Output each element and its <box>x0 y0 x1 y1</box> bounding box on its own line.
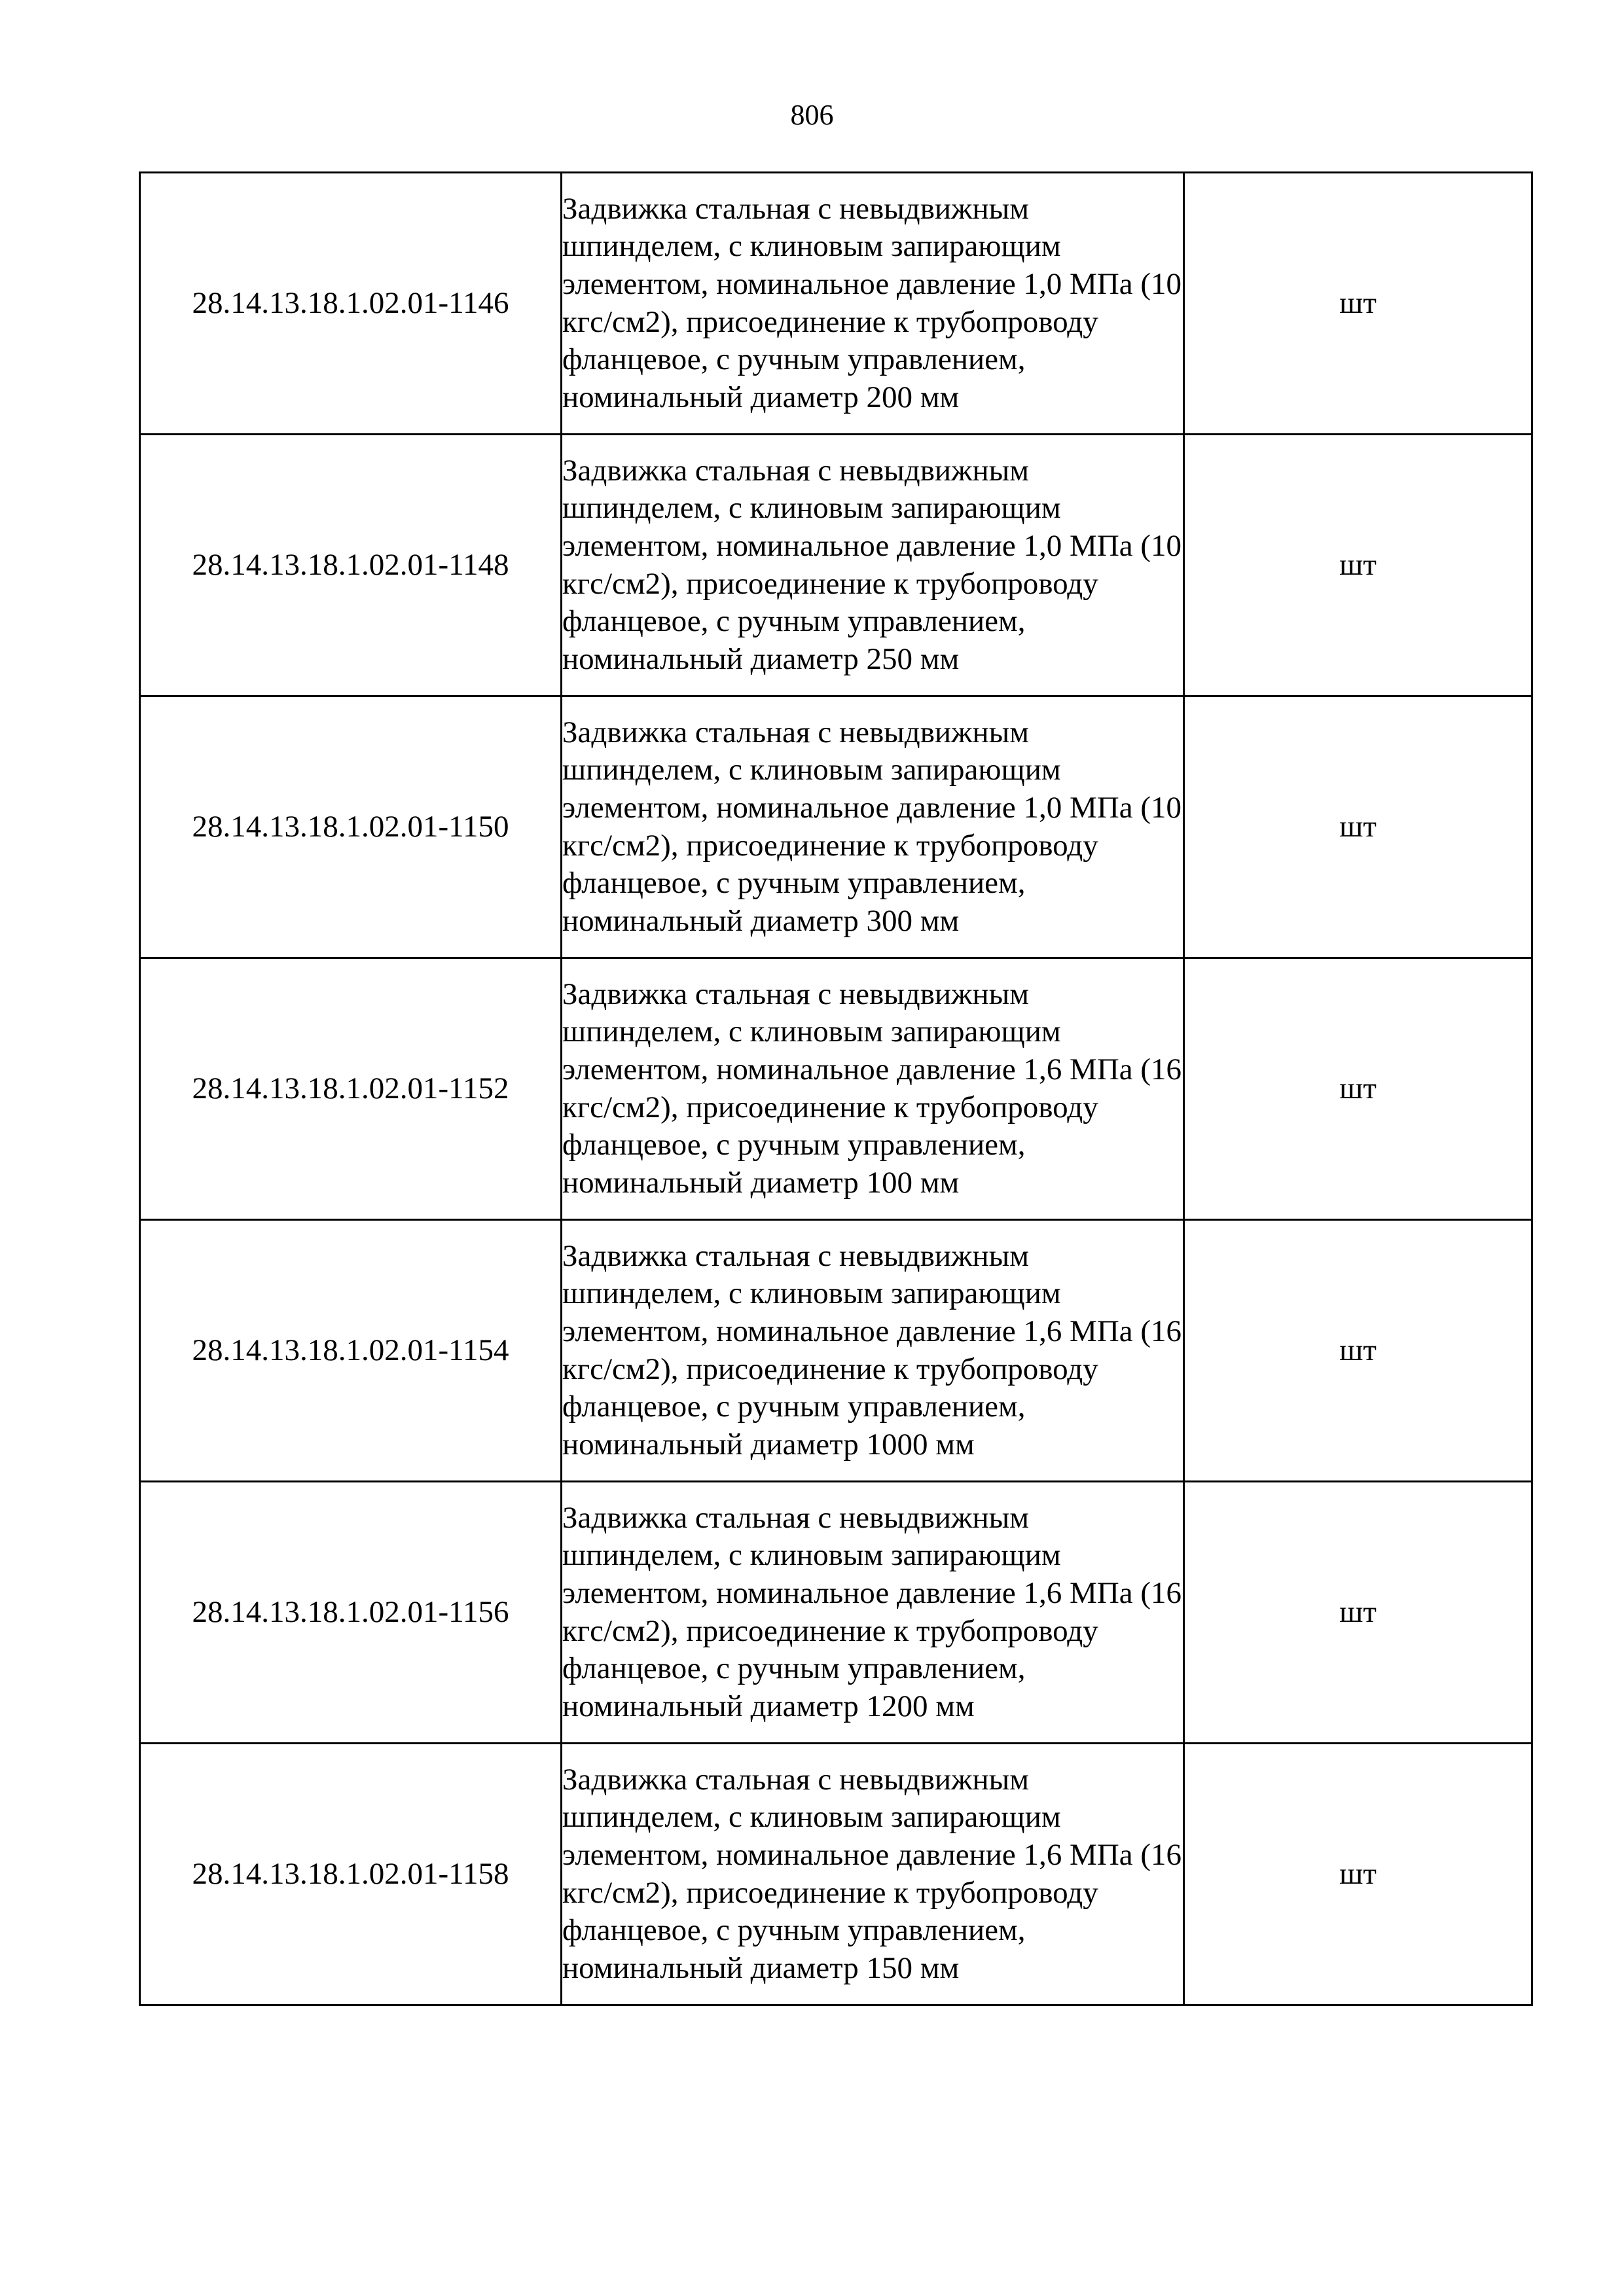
resource-code-cell: 28.14.13.18.1.02.01-1154 <box>140 1220 562 1482</box>
unit-cell: шт <box>1184 1744 1532 2005</box>
unit-cell: шт <box>1184 1220 1532 1482</box>
page-number: 806 <box>790 99 834 131</box>
resource-name-cell: Задвижка стальная с невыдвижным шпинделем, с клиновым запирающим элементом, номинальное давление 1,6 МПа (16 кгс/см2), присоединение к трубопроводу фланцевое, с ручным управлением, номинальный диаметр 1000 мм <box>562 1220 1184 1482</box>
unit-cell: шт <box>1184 958 1532 1220</box>
table-row <box>140 1220 1532 1482</box>
resource-name-cell: Задвижка стальная с невыдвижным шпинделем, с клиновым запирающим элементом, номинальное давление 1,6 МПа (16 кгс/см2), присоединение к трубопроводу фланцевое, с ручным управлением, номинальный диаметр 150 мм <box>562 1744 1184 2005</box>
unit-cell: шт <box>1184 173 1532 435</box>
table-row <box>140 958 1532 1220</box>
table-row <box>140 696 1532 958</box>
resource-code-cell: 28.14.13.18.1.02.01-1158 <box>140 1744 562 2005</box>
unit-cell: шт <box>1184 696 1532 958</box>
resource-code-cell: 28.14.13.18.1.02.01-1152 <box>140 958 562 1220</box>
resource-name-cell: Задвижка стальная с невыдвижным шпинделем, с клиновым запирающим элементом, номинальное давление 1,6 МПа (16 кгс/см2), присоединение к трубопроводу фланцевое, с ручным управлением, номинальный диаметр 100 мм <box>562 958 1184 1220</box>
table-row <box>140 1744 1532 2005</box>
table-row <box>140 173 1532 435</box>
resource-code-cell: 28.14.13.18.1.02.01-1146 <box>140 173 562 435</box>
resource-name-cell: Задвижка стальная с невыдвижным шпинделем, с клиновым запирающим элементом, номинальное давление 1,0 МПа (10 кгс/см2), присоединение к трубопроводу фланцевое, с ручным управлением, номинальный диаметр 200 мм <box>562 173 1184 435</box>
resource-classifier-table <box>139 171 1533 2006</box>
unit-cell: шт <box>1184 435 1532 696</box>
table-row <box>140 1482 1532 1744</box>
resource-name-cell: Задвижка стальная с невыдвижным шпинделем, с клиновым запирающим элементом, номинальное давление 1,0 МПа (10 кгс/см2), присоединение к трубопроводу фланцевое, с ручным управлением, номинальный диаметр 300 мм <box>562 696 1184 958</box>
table-row <box>140 435 1532 696</box>
resource-code-cell: 28.14.13.18.1.02.01-1156 <box>140 1482 562 1744</box>
unit-cell: шт <box>1184 1482 1532 1744</box>
resource-name-cell: Задвижка стальная с невыдвижным шпинделем, с клиновым запирающим элементом, номинальное давление 1,0 МПа (10 кгс/см2), присоединение к трубопроводу фланцевое, с ручным управлением, номинальный диаметр 250 мм <box>562 435 1184 696</box>
resource-code-cell: 28.14.13.18.1.02.01-1148 <box>140 435 562 696</box>
resource-name-cell: Задвижка стальная с невыдвижным шпинделем, с клиновым запирающим элементом, номинальное давление 1,6 МПа (16 кгс/см2), присоединение к трубопроводу фланцевое, с ручным управлением, номинальный диаметр 1200 мм <box>562 1482 1184 1744</box>
resource-code-cell: 28.14.13.18.1.02.01-1150 <box>140 696 562 958</box>
